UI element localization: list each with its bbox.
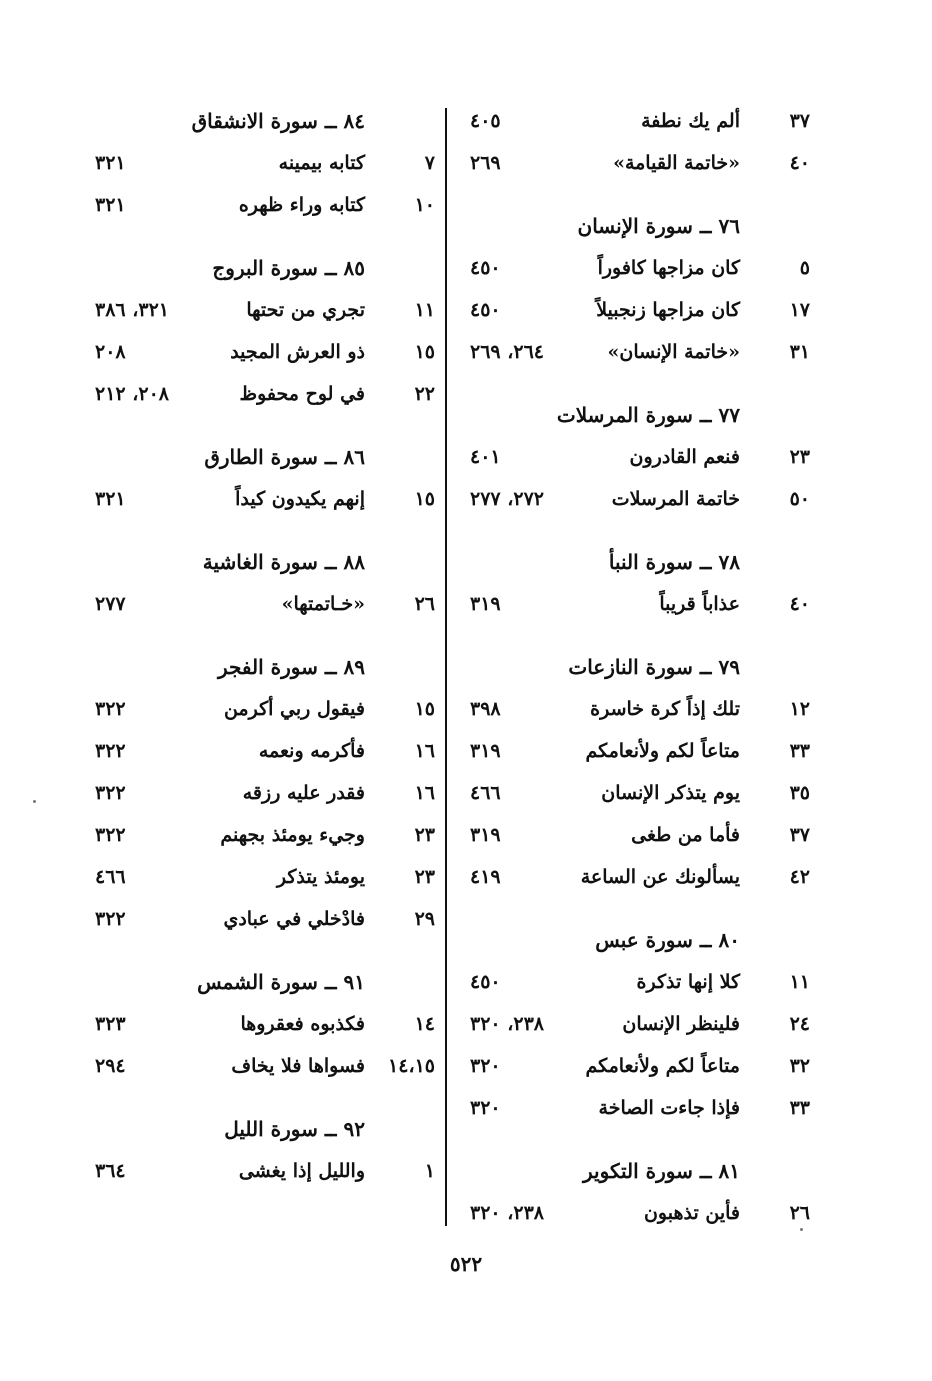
section-gap — [470, 898, 810, 919]
index-entry — [470, 856, 810, 898]
surah-heading: ٩١ ــ سورة الشمس — [197, 970, 365, 994]
verse-text: يوم يتذكر الإنسان — [601, 782, 740, 804]
verse-number: ٥٠ — [789, 488, 810, 510]
index-entry — [95, 730, 435, 772]
verse-number: ٤٢ — [789, 866, 810, 888]
verse-text: إنهم يكيدون كيداً — [235, 488, 365, 510]
index-entry — [470, 688, 810, 730]
verse-text: كان مزاجها زنجبيلاً — [596, 299, 740, 321]
surah-heading: ٧٧ ــ سورة المرسلات — [556, 403, 740, 427]
page-references: ٤٠١ — [470, 446, 501, 468]
verse-number: ٣٧ — [789, 824, 810, 846]
index-entry — [95, 184, 435, 226]
index-entry — [470, 289, 810, 331]
verse-number: ٣١ — [789, 341, 810, 363]
page-references: ٣٢٣ — [95, 1013, 126, 1035]
page-references: ٣٢٢ — [95, 740, 126, 762]
page-references: ٢٠٨، ٢١٢ — [95, 383, 169, 405]
verse-number: ٥ — [799, 257, 810, 279]
surah-heading: ٩٢ ــ سورة الليل — [224, 1117, 365, 1141]
page-references: ٢٠٨ — [95, 341, 126, 363]
index-entry — [470, 772, 810, 814]
page-references: ٢٧٢، ٢٧٧ — [470, 488, 544, 510]
section-gap — [470, 1129, 810, 1150]
index-entry — [95, 1045, 435, 1087]
verse-text: فيقول ربي أكرمن — [223, 698, 365, 720]
surah-heading: ٨٠ ــ سورة عبس — [595, 928, 740, 952]
surah-heading: ٧٦ ــ سورة الإنسان — [577, 214, 740, 238]
section-gap — [470, 625, 810, 646]
verse-text: عذاباً قريباً — [659, 593, 740, 615]
verse-text: فنعم القادرون — [629, 446, 740, 468]
page-references: ٣٢١ — [95, 488, 126, 510]
index-entry — [470, 814, 810, 856]
verse-number: ١٦ — [414, 782, 435, 804]
page-references: ٤٥٠ — [470, 299, 501, 321]
page-references: ٤١٩ — [470, 866, 501, 888]
page-references: ٤٠٥ — [470, 110, 501, 132]
verse-number: ٣٣ — [789, 740, 810, 762]
verse-text: كلا إنها تذكرة — [636, 971, 740, 993]
index-entry — [470, 961, 810, 1003]
index-entry — [95, 772, 435, 814]
verse-text: فسواها فلا يخاف — [231, 1055, 365, 1077]
page-references: ٣٢٠ — [470, 1097, 501, 1119]
section-gap — [95, 520, 435, 541]
column-divider — [445, 108, 447, 1226]
page-references: ٤٥٠ — [470, 257, 501, 279]
verse-text: فأما من طغى — [631, 824, 740, 846]
verse-number: ٢٩ — [414, 908, 435, 930]
verse-number: ٤٠ — [789, 152, 810, 174]
index-entry — [95, 898, 435, 940]
page-references: ٤٥٠ — [470, 971, 501, 993]
page-references: ٣٩٨ — [470, 698, 501, 720]
verse-number: ٧ — [424, 152, 435, 174]
page-references: ٢٩٤ — [95, 1055, 126, 1077]
section-gap — [95, 940, 435, 961]
page-references: ٣١٩ — [470, 593, 501, 615]
index-entry — [95, 814, 435, 856]
index-entry — [95, 688, 435, 730]
verse-number: ٢٦ — [789, 1202, 810, 1224]
index-entry — [470, 142, 810, 184]
index-entry — [95, 142, 435, 184]
verse-text: كتابه وراء ظهره — [238, 194, 365, 216]
verse-text: ألم يك نطفة — [641, 110, 740, 132]
section-gap — [470, 184, 810, 205]
page-references: ٢٣٨، ٣٢٠ — [470, 1013, 544, 1035]
scan-speck — [33, 800, 36, 803]
verse-text: فأكرمه ونعمه — [258, 740, 365, 762]
verse-number: ٢٦ — [414, 593, 435, 615]
page-references: ٣٢١ — [95, 194, 126, 216]
page-references: ٣٢٢ — [95, 908, 126, 930]
verse-text: كان مزاجها كافوراً — [597, 257, 740, 279]
page-references: ٢٧٧ — [95, 593, 126, 615]
index-entry — [95, 856, 435, 898]
section-gap — [95, 625, 435, 646]
index-entry — [470, 1087, 810, 1129]
verse-number: ١٢ — [789, 698, 810, 720]
surah-heading: ٨٨ ــ سورة الغاشية — [202, 550, 365, 574]
verse-number: ١١ — [414, 299, 435, 321]
verse-text: فأين تذهبون — [643, 1202, 740, 1224]
page-references: ٣٢١ — [95, 152, 126, 174]
section-gap — [470, 373, 810, 394]
page-references: ٢٦٤، ٢٦٩ — [470, 341, 544, 363]
section-gap — [95, 1087, 435, 1108]
verse-text: متاعاً لكم ولأنعامكم — [585, 1055, 740, 1077]
page-references: ٣١٩ — [470, 824, 501, 846]
verse-number: ١٤ — [414, 1013, 435, 1035]
verse-text: تلك إذاً كرة خاسرة — [590, 698, 740, 720]
verse-text: خاتمة المرسلات — [611, 488, 740, 510]
verse-number: ١ — [424, 1160, 435, 1182]
index-entry — [470, 436, 810, 478]
index-entry — [470, 100, 810, 142]
verse-number: ١٥ — [414, 698, 435, 720]
surah-heading: ٧٨ ــ سورة النبأ — [608, 550, 740, 574]
page-references: ٣٢١، ٣٨٦ — [95, 299, 169, 321]
verse-number: ٢٣ — [789, 446, 810, 468]
verse-number: ٣٢ — [789, 1055, 810, 1077]
index-entry — [470, 1192, 810, 1234]
verse-number: ١٥ — [414, 341, 435, 363]
verse-number: ١٦ — [414, 740, 435, 762]
index-entry — [95, 373, 435, 415]
verse-text: وجيء يومئذ بجهنم — [220, 824, 365, 846]
right-index-column — [470, 100, 810, 1234]
verse-number: ٢٣ — [414, 866, 435, 888]
page-references: ٣٢٢ — [95, 698, 126, 720]
verse-text: فادْخلي في عبادي — [223, 908, 365, 930]
verse-text: ذو العرش المجيد — [230, 341, 365, 363]
verse-number: ١٠ — [414, 194, 435, 216]
index-entry — [95, 1150, 435, 1192]
left-index-column — [95, 100, 435, 1192]
page-number: ٥٢٢ — [449, 1252, 483, 1276]
verse-number: ١٤،١٥ — [388, 1055, 435, 1077]
verse-number: ٣٣ — [789, 1097, 810, 1119]
verse-text: فلينظر الإنسان — [622, 1013, 740, 1035]
verse-text: يومئذ يتذكر — [276, 866, 365, 888]
surah-heading: ٨٦ ــ سورة الطارق — [204, 445, 365, 469]
index-entry — [95, 583, 435, 625]
verse-number: ٣٧ — [789, 110, 810, 132]
page-references: ٣٢٠ — [470, 1055, 501, 1077]
verse-number: ٢٢ — [414, 383, 435, 405]
page-references: ٣١٩ — [470, 740, 501, 762]
index-entry — [95, 1003, 435, 1045]
verse-text: متاعاً لكم ولأنعامكم — [585, 740, 740, 762]
verse-text: «خاتمة الإنسان» — [607, 341, 740, 363]
index-entry — [470, 730, 810, 772]
verse-text: كتابه بيمينه — [278, 152, 365, 174]
verse-text: والليل إذا يغشى — [238, 1160, 365, 1182]
verse-text: فإذا جاءت الصاخة — [598, 1097, 740, 1119]
section-gap — [470, 520, 810, 541]
verse-number: ٣٥ — [789, 782, 810, 804]
verse-text: يسألونك عن الساعة — [580, 866, 740, 888]
surah-heading: ٨٩ ــ سورة الفجر — [217, 655, 365, 679]
surah-heading: ٨٥ ــ سورة البروج — [212, 256, 365, 280]
index-entry — [470, 331, 810, 373]
verse-number: ١٥ — [414, 488, 435, 510]
index-entry — [95, 331, 435, 373]
verse-text: في لوح محفوظ — [239, 383, 365, 405]
verse-number: ١١ — [789, 971, 810, 993]
verse-text: «خاتمة القيامة» — [613, 152, 740, 174]
page-references: ٣٢٢ — [95, 824, 126, 846]
page-references: ٣٢٢ — [95, 782, 126, 804]
index-entry — [95, 289, 435, 331]
index-entry — [470, 478, 810, 520]
index-entry — [470, 1045, 810, 1087]
index-entry — [95, 478, 435, 520]
index-entry — [470, 1003, 810, 1045]
page-references: ٤٦٦ — [470, 782, 501, 804]
index-entry — [470, 583, 810, 625]
verse-number: ١٧ — [789, 299, 810, 321]
verse-number: ٤٠ — [789, 593, 810, 615]
page-references: ٢٦٩ — [470, 152, 501, 174]
section-gap — [95, 415, 435, 436]
section-gap — [95, 226, 435, 247]
page-references: ٣٦٤ — [95, 1160, 126, 1182]
verse-number: ٢٣ — [414, 824, 435, 846]
surah-heading: ٨١ ــ سورة التكوير — [583, 1159, 740, 1183]
verse-text: فقدر عليه رزقه — [242, 782, 365, 804]
verse-text: فكذبوه فعقروها — [240, 1013, 365, 1035]
verse-text: «خـاتمتها» — [281, 593, 365, 615]
surah-heading: ٨٤ ــ سورة الانشقاق — [191, 109, 365, 133]
surah-heading: ٧٩ ــ سورة النازعات — [568, 655, 740, 679]
page-references: ٤٦٦ — [95, 866, 126, 888]
verse-number: ٢٤ — [789, 1013, 810, 1035]
verse-text: تجري من تحتها — [246, 299, 365, 321]
scan-speck — [800, 1228, 803, 1231]
page-references: ٢٣٨، ٣٢٠ — [470, 1202, 544, 1224]
index-entry — [470, 247, 810, 289]
